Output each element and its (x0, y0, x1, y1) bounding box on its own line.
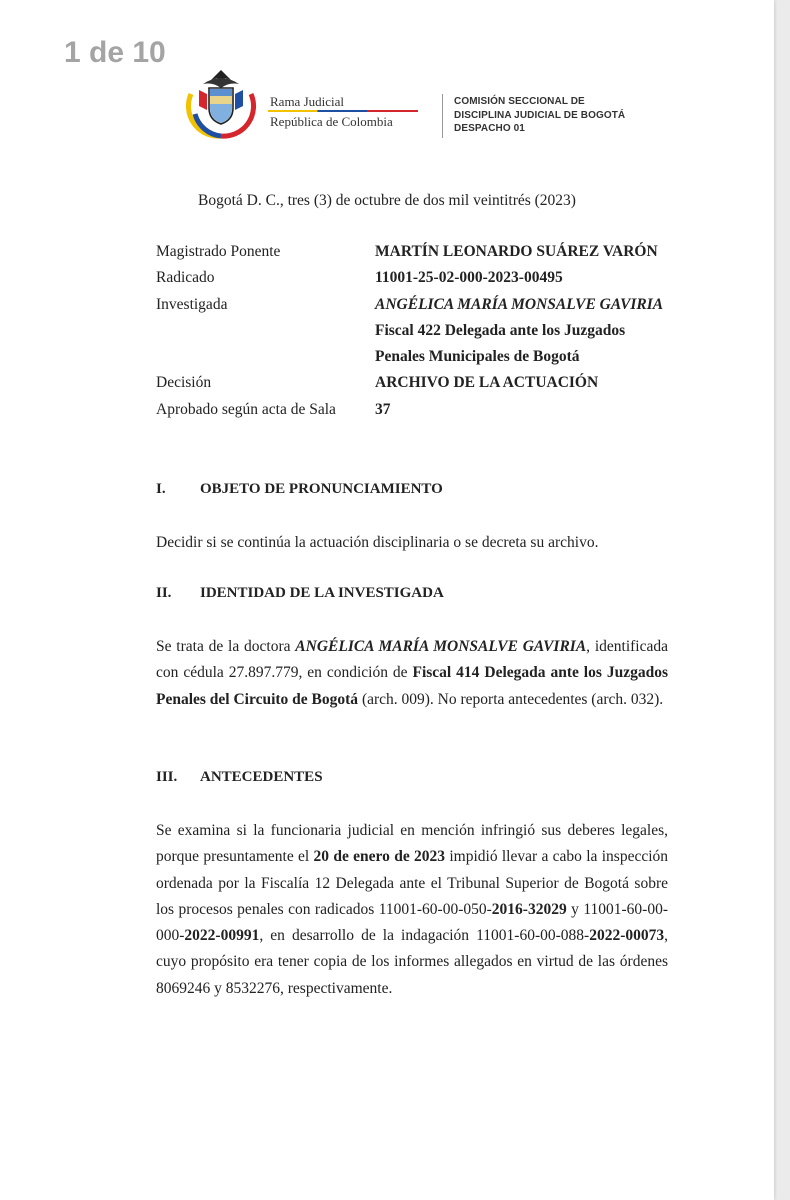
section-title: IDENTIDAD DE LA INVESTIGADA (200, 585, 444, 601)
dateline: Bogotá D. C., tres (3) de octubre de dos mil veintitrés (2023) (198, 192, 576, 209)
meta-value: 37 (375, 400, 391, 418)
office-line2: DISCIPLINA JUDICIAL DE BOGOTÁ (454, 109, 626, 121)
date-bold: 20 de enero de 2023 (313, 848, 446, 866)
brand-line1: Rama Judicial (270, 94, 345, 109)
header-divider (442, 94, 443, 138)
section-heading-2 (156, 585, 444, 602)
paragraph-text: , cuyo propósito era tener copia de los informes allegados en virtud de las órdenes 8069246 y 8532276, respectivamente. (156, 927, 668, 997)
meta-label: Radicado (156, 269, 215, 287)
section-title: OBJETO DE PRONUNCIAMIENTO (200, 481, 443, 497)
paragraph-text: Se examina si la funcionaria judicial en mención infringió sus deberes legales, porque presuntamente el (156, 822, 668, 866)
page-counter: 1 de 10 (64, 36, 166, 69)
meta-label: Investigada (156, 295, 228, 313)
paragraph-text: y 11001-60-00-000- (156, 900, 668, 945)
position-bold: Fiscal 414 Delegada ante los Juzgados Penales del Circuito de Bogotá (156, 664, 668, 708)
radicado-bold: 2022-00073 (589, 927, 665, 945)
colombia-coat-of-arms-icon (185, 64, 257, 140)
section-number: I. (156, 481, 166, 497)
section-title: ANTECEDENTES (200, 769, 323, 785)
paragraph-text: , identificada con cédula 27.897.779, en condición de (156, 638, 668, 682)
office-block (454, 95, 625, 136)
paragraph-text: (arch. 009). No reporta antecedentes (arch. 032). (358, 690, 664, 708)
section-heading-3 (156, 769, 323, 786)
paragraph-text: Se trata de la doctora (156, 638, 296, 655)
section-number: III. (156, 769, 178, 785)
section-2-paragraph (156, 634, 668, 713)
section-number: II. (156, 585, 172, 601)
tricolor-rule (268, 110, 418, 112)
meta-value: ANGÉLICA MARÍA MONSALVE GAVIRIA (375, 295, 664, 313)
section-heading-1 (156, 481, 443, 498)
office-line3: DESPACHO 01 (454, 123, 525, 134)
paragraph-text: , en desarrollo de la indagación 11001-60-00-088- (259, 927, 590, 945)
radicado-bold: 2016-32029 (491, 900, 567, 918)
section-3-paragraph (156, 818, 668, 1002)
meta-value: Penales Municipales de Bogotá (375, 348, 580, 366)
meta-value: MARTÍN LEONARDO SUÁREZ VARÓN (375, 243, 658, 260)
meta-value: Fiscal 422 Delegada ante los Juzgados (375, 321, 626, 339)
meta-label: Aprobado según acta de Sala (156, 400, 336, 418)
paragraph-text: impidió llevar a cabo la inspección ordenada por la Fiscalía 12 Delegada ante el Tribunal Superior de Bogotá sobre los procesos penales con radicados 11001-60-00-050- (156, 848, 669, 918)
section-1-paragraph (156, 530, 668, 556)
meta-label: Magistrado Ponente (156, 243, 281, 260)
paragraph-text: Decidir si se continúa la actuación disciplinaria o se decreta su archivo. (156, 534, 599, 551)
meta-value: 11001-25-02-000-2023-00495 (375, 269, 563, 287)
meta-label: Decisión (156, 374, 212, 392)
meta-value: ARCHIVO DE LA ACTUACIÓN (375, 374, 599, 392)
radicado-bold: 2022-00991 (184, 927, 260, 945)
office-line1: COMISIÓN SECCIONAL DE (454, 96, 585, 107)
investigated-name: ANGÉLICA MARÍA MONSALVE GAVIRIA (295, 638, 587, 655)
brand-line2: República de Colombia (270, 114, 393, 129)
